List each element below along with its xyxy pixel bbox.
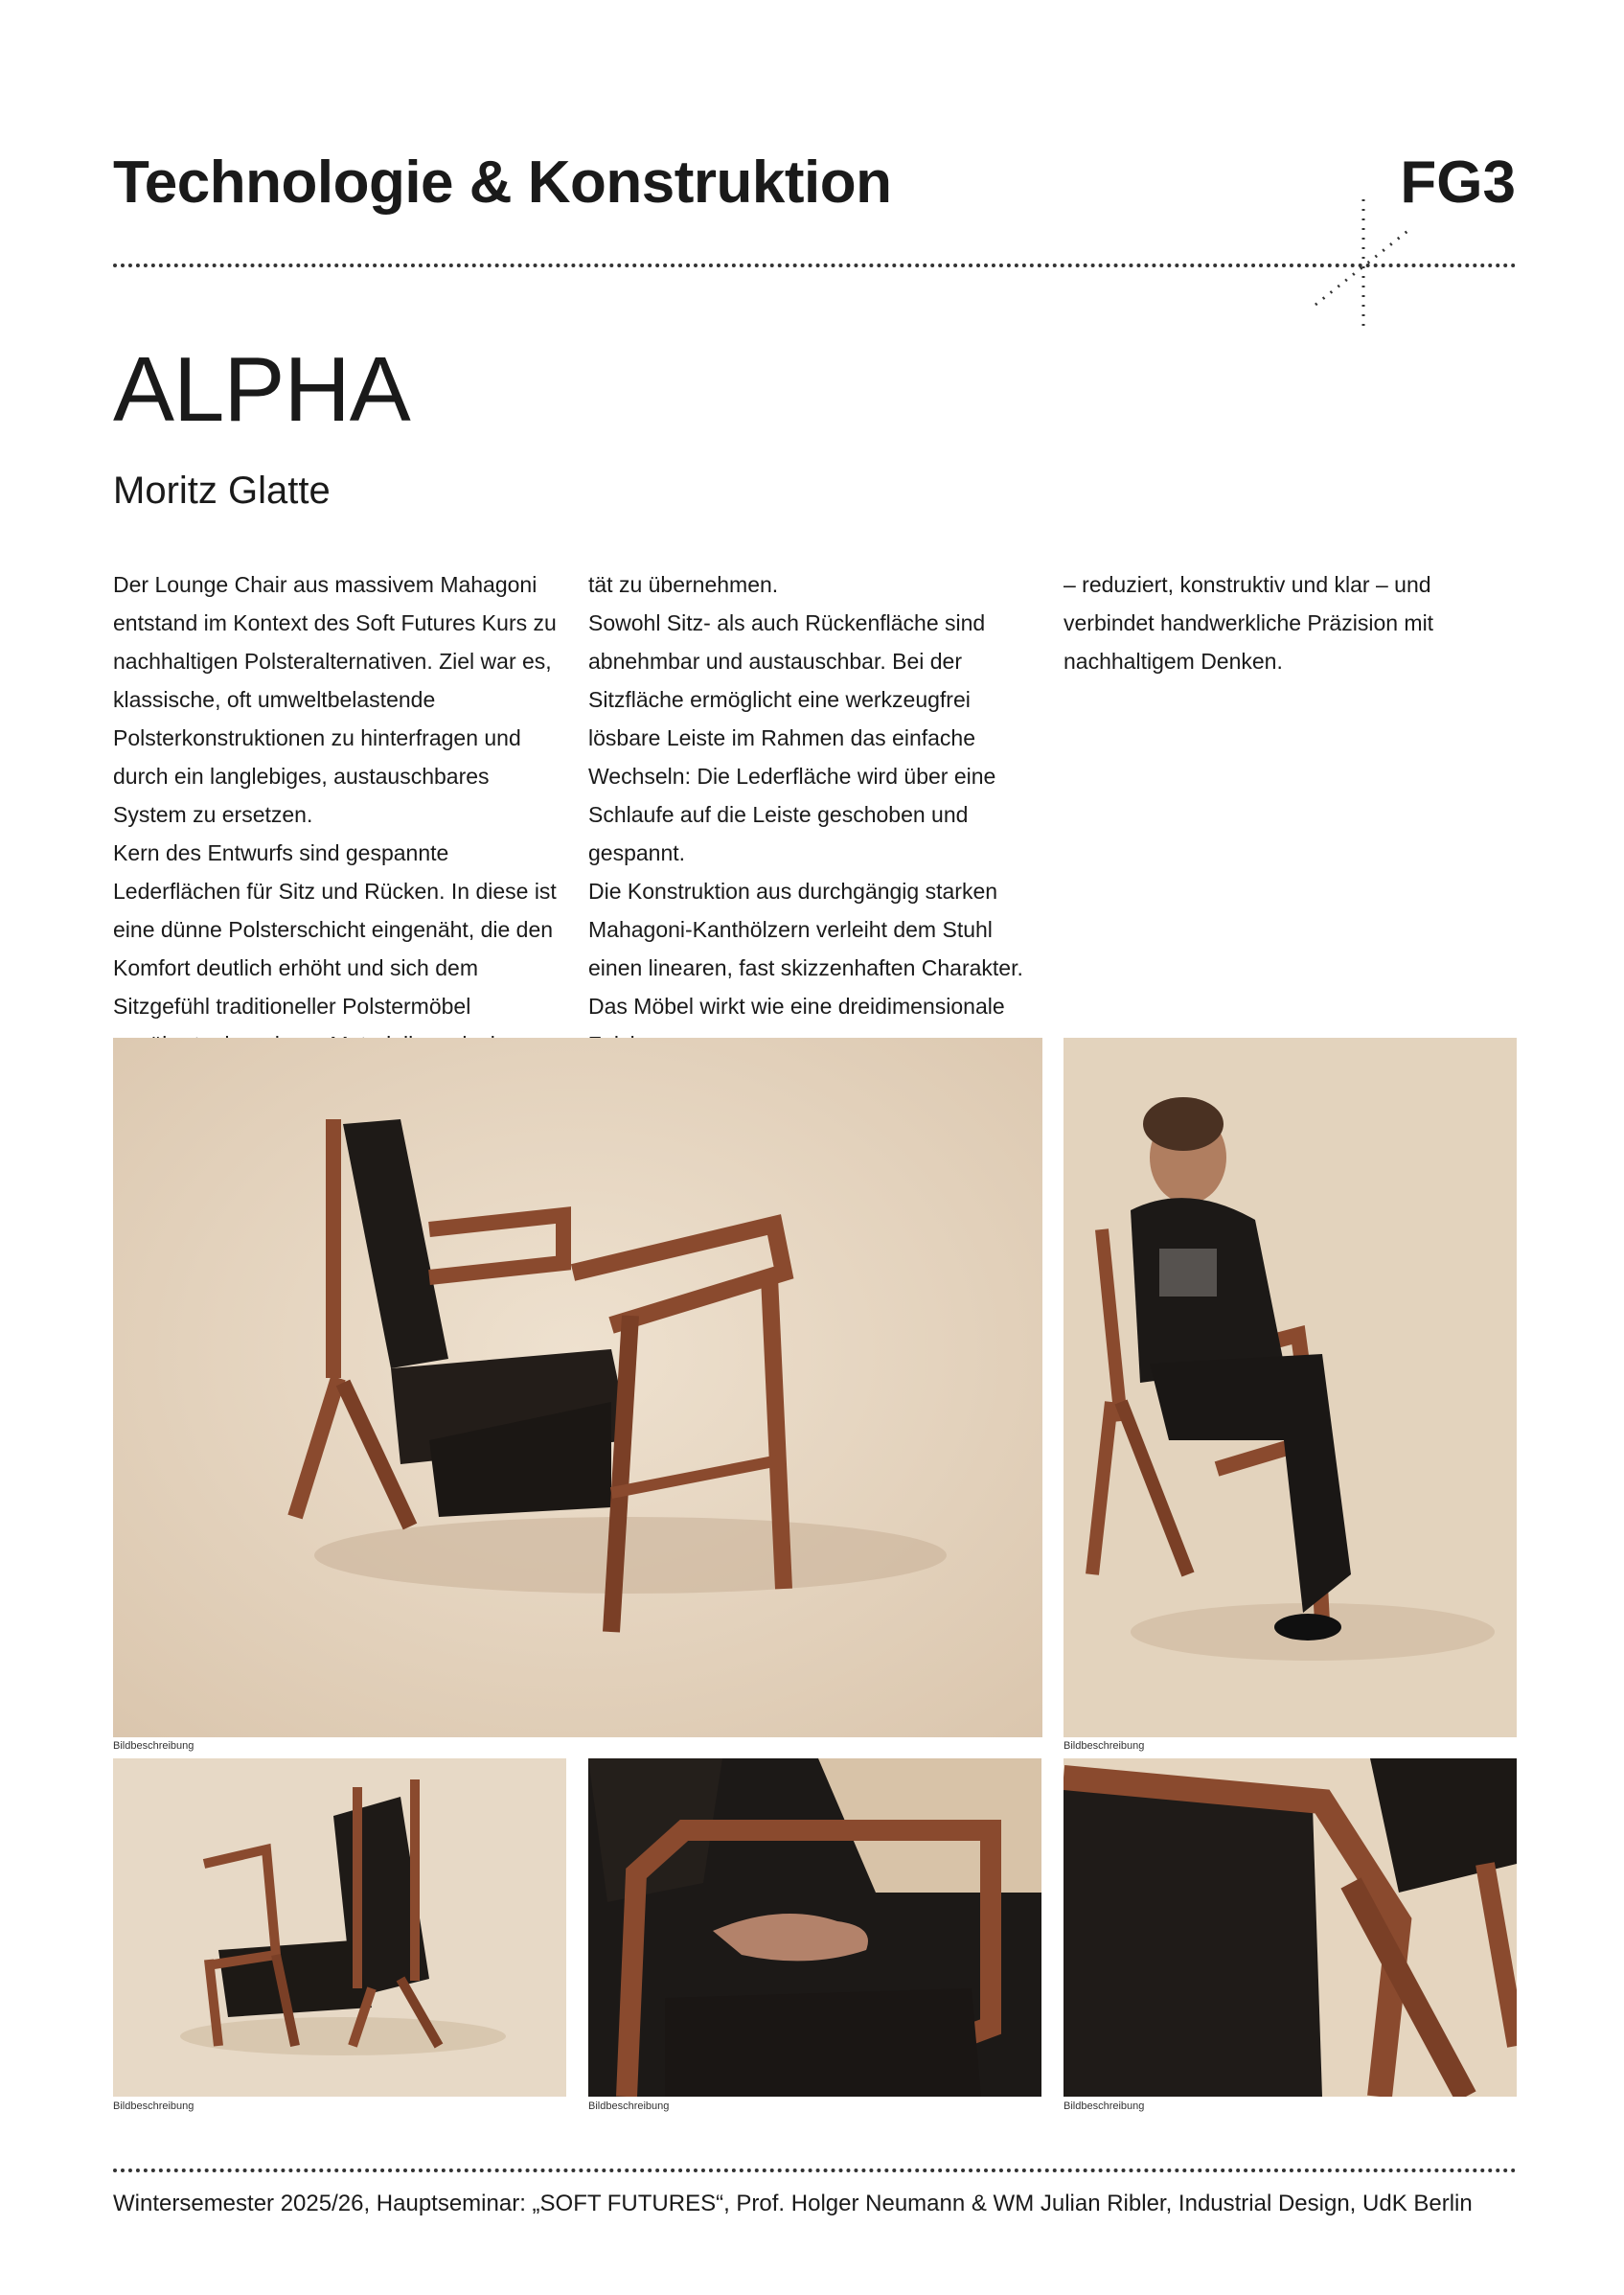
paragraph: Die Konstruktion aus durchgängig starken Mahagoni-Kanthölzern verleiht dem Stuhl einen linearen, fast skizzenhaften Charakter. Das Möbel wirkt wie eine dreidimensionale (588, 879, 1023, 1019)
paragraph: Kern des Entwurfs sind gespannte Lederflächen für Sitz und Rücken. In diese ist eine dünne Polsterschicht eingenäht, die den Komfort deutlich erhöht und sich dem Sitzgefühl traditioneller Polstermöbel (113, 840, 557, 1019)
paragraph: tät zu übernehmen. (588, 572, 779, 597)
photo-caption: Bildbeschreibung (588, 2100, 670, 2112)
photo-chair-main (113, 1038, 1042, 1737)
photo-joint-detail (1064, 1758, 1517, 2097)
section-title: Technologie & Konstruktion (113, 149, 892, 216)
text-column-2 (588, 565, 1043, 1064)
project-title: ALPHA (113, 338, 410, 441)
text-column-1 (113, 565, 568, 1064)
photo-person-seated (1064, 1038, 1517, 1737)
photo-chair-rear (113, 1758, 566, 2097)
paragraph: – reduziert, konstruktiv und klar – und verbindet handwerkliche Präzision mit nachhaltigem Denken. (1064, 572, 1434, 674)
photo-caption: Bildbeschreibung (113, 2100, 194, 2112)
photo-caption: Bildbeschreibung (113, 1740, 194, 1752)
cross-mark-icon (1311, 199, 1416, 329)
section-code: FG3 (1400, 149, 1516, 216)
photo-caption: Bildbeschreibung (1064, 1740, 1145, 1752)
project-author: Moritz Glatte (113, 470, 331, 512)
paragraph: Der Lounge Chair aus massivem Mahagoni entstand im Kontext des Soft Futures Kurs zu nachhaltigen Polsteralternativen. Ziel war es, klassische, oft umweltbelastende Polsterkonstruktionen zu hinterfragen und durch ein langlebiges, austauschbares System zu ersetzen. (113, 572, 557, 827)
footer-divider (113, 2169, 1517, 2172)
photo-armrest-detail (588, 1758, 1041, 2097)
header-divider (113, 264, 1517, 267)
text-column-3 (1064, 565, 1519, 680)
photo-caption: Bildbeschreibung (1064, 2100, 1145, 2112)
footer-credits: Wintersemester 2025/26, Hauptseminar: „SOFT FUTURES“, Prof. Holger Neumann & WM Julian Ribler, Industrial Design, UdK Berlin (113, 2191, 1473, 2216)
paragraph: Sowohl Sitz- als auch Rückenfläche sind abnehmbar und austauschbar. Bei der Sitzfläche ermöglicht eine werkzeugfrei lösbare Leiste im Rahmen das einfache Wechseln: Die Lederfläche wird über eine Schlaufe auf die Leiste geschoben und gespannt. (588, 610, 996, 865)
